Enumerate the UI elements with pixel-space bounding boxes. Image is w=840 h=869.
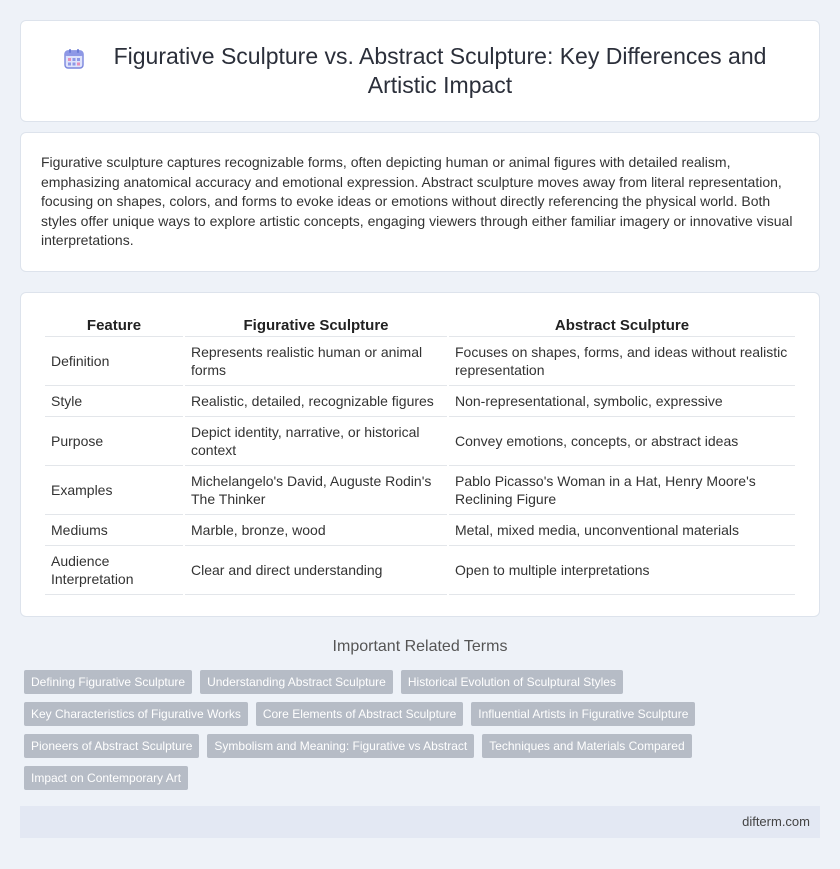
abstract-cell: Pablo Picasso's Woman in a Hat, Henry Moore's Reclining Figure bbox=[449, 466, 795, 515]
related-tag[interactable]: Historical Evolution of Sculptural Styles bbox=[401, 670, 623, 694]
abstract-cell: Non-representational, symbolic, expressive bbox=[449, 386, 795, 417]
comparison-table-card bbox=[20, 292, 820, 617]
footer bbox=[20, 806, 820, 838]
feature-cell: Style bbox=[45, 386, 183, 417]
abstract-cell: Metal, mixed media, unconventional materials bbox=[449, 515, 795, 546]
figurative-cell: Marble, bronze, wood bbox=[185, 515, 447, 546]
feature-cell: Purpose bbox=[45, 417, 183, 466]
figurative-cell: Realistic, detailed, recognizable figures bbox=[185, 386, 447, 417]
figurative-cell: Michelangelo's David, Auguste Rodin's The Thinker bbox=[185, 466, 447, 515]
related-terms-tags bbox=[24, 670, 824, 798]
header-card bbox=[20, 20, 820, 122]
table-row bbox=[45, 515, 795, 546]
related-tag[interactable]: Core Elements of Abstract Sculpture bbox=[256, 702, 463, 726]
related-terms-title: Important Related Terms bbox=[332, 638, 508, 655]
related-tag[interactable]: Impact on Contemporary Art bbox=[24, 766, 188, 790]
header-figurative: Figurative Sculpture bbox=[185, 313, 447, 337]
related-tag[interactable]: Techniques and Materials Compared bbox=[482, 734, 691, 758]
related-tag[interactable]: Symbolism and Meaning: Figurative vs Abstract bbox=[207, 734, 474, 758]
abstract-cell: Open to multiple interpretations bbox=[449, 546, 795, 595]
related-tag[interactable]: Pioneers of Abstract Sculpture bbox=[24, 734, 199, 758]
page-title: Figurative Sculpture vs. Abstract Sculpture: Key Differences and Artistic Impact bbox=[113, 43, 767, 98]
table-row bbox=[45, 417, 795, 466]
intro-card bbox=[20, 132, 820, 272]
comparison-table bbox=[43, 313, 797, 595]
feature-cell: Definition bbox=[45, 337, 183, 386]
footer-site-link[interactable]: difterm.com bbox=[742, 814, 810, 829]
abstract-cell: Convey emotions, concepts, or abstract ideas bbox=[449, 417, 795, 466]
feature-cell: Audience Interpretation bbox=[45, 546, 183, 595]
header-abstract: Abstract Sculpture bbox=[449, 313, 795, 337]
abstract-cell: Focuses on shapes, forms, and ideas without realistic representation bbox=[449, 337, 795, 386]
table-row bbox=[45, 386, 795, 417]
table-header-row bbox=[45, 313, 795, 337]
related-tag[interactable]: Influential Artists in Figurative Sculpture bbox=[471, 702, 695, 726]
table-row bbox=[45, 546, 795, 595]
related-tag[interactable]: Understanding Abstract Sculpture bbox=[200, 670, 393, 694]
figurative-cell: Depict identity, narrative, or historical context bbox=[185, 417, 447, 466]
figurative-cell: Clear and direct understanding bbox=[185, 546, 447, 595]
related-tag[interactable]: Key Characteristics of Figurative Works bbox=[24, 702, 248, 726]
table-row bbox=[45, 337, 795, 386]
figurative-cell: Represents realistic human or animal forms bbox=[185, 337, 447, 386]
feature-cell: Examples bbox=[45, 466, 183, 515]
intro-text: Figurative sculpture captures recognizable forms, often depicting human or animal figures with detailed realism, emphasizing anatomical accuracy and emotional expression. Abstract sculpture moves away from literal representation, focusing on shapes, colors, and forms to evoke ideas or emotions without directly referencing the physical world. Both styles offer unique ways to explore artistic concepts, engaging viewers through either familiar imagery or innovative visual interpretations. bbox=[41, 154, 793, 249]
header-feature: Feature bbox=[45, 313, 183, 337]
table-row bbox=[45, 466, 795, 515]
feature-cell: Mediums bbox=[45, 515, 183, 546]
related-tag[interactable]: Defining Figurative Sculpture bbox=[24, 670, 192, 694]
